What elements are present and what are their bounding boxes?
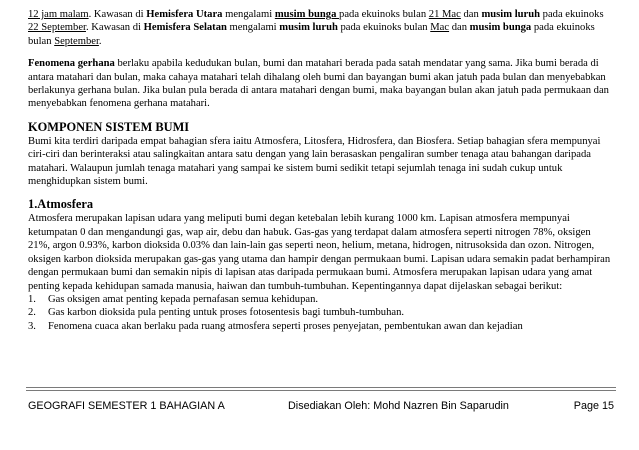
body-text: mengalami bbox=[226, 22, 280, 34]
list-number: 2. bbox=[28, 307, 36, 319]
body-text: pada ekuinoks bulan bbox=[28, 22, 595, 47]
list-number: 1. bbox=[28, 293, 36, 305]
subsection-heading: 1.Atmosfera bbox=[28, 197, 94, 212]
bold-term: musim bunga bbox=[274, 9, 340, 20]
body-text: . bbox=[98, 35, 102, 47]
bold-term: musim bunga bbox=[469, 22, 532, 34]
list-text: Gas karbon dioksida pula penting untuk proses fotosentesis bagi tumbuh-tumbuhan. bbox=[48, 307, 405, 319]
bold-term: Fenomena gerhana bbox=[28, 58, 115, 70]
spacer bbox=[28, 48, 614, 57]
bold-term: musim luruh bbox=[481, 9, 541, 20]
atmosfera-paragraph: Atmosfera merupakan lapisan udara yang meliputi bumi degan ketebalan lebih kurang 1000 km. Lapisan atmosfera mempunyai ketumpatan 0 dan mengandungi gas, wap air, debu dan habuk. Gas-gas yang terdapat dalam atmosfera seperti nitrogen 78%, oksigen 21%, argon 0.93%, karbon dioksida 0.03% dan lain-lain gas seperti neon, helium, metana, hidrogen, nitrusoksida dan ozon. Nitrogen, oksigen karbon dioksida merupakan gas-gas yang utama dan hampir dengan permukaan bumi. Lapisan udara semakin padat berhampiran dengan permukaan bumi dan semakin nipis di lapisan atas daripada permukaan bumi. Atmosfera merupakan lapisan udara yang amat penting kepada kehidupan samada manusia, haiwan dan tumbuh-tumbuhan. Kepentingannya dapat dijelaskan sebagai berikut: bbox=[28, 213, 611, 292]
list-text: Gas oksigen amat penting kepada pernafasan semua kehidupan. bbox=[48, 293, 319, 305]
importance-list bbox=[28, 293, 614, 333]
body-text: dan bbox=[449, 22, 470, 34]
footer-author: Disediakan Oleh: Mohd Nazren Bin Saparudin bbox=[288, 400, 509, 412]
section-heading: KOMPONEN SISTEM BUMI bbox=[28, 119, 190, 134]
body-text: pada ekuinoks bulan bbox=[337, 22, 431, 34]
date-text: 12 jam malam bbox=[28, 9, 89, 20]
date-text: September bbox=[54, 35, 99, 47]
list-text: Fenomena cuaca akan berlaku pada ruang atmosfera seperti proses penyejatan, pembentukan awan dan kejadian bbox=[48, 320, 523, 332]
list-item bbox=[28, 306, 614, 319]
eclipse-paragraph bbox=[28, 57, 614, 111]
spacer bbox=[28, 188, 614, 197]
bold-term: musim luruh bbox=[279, 22, 338, 34]
body-text: dan bbox=[460, 9, 482, 20]
spacer bbox=[28, 111, 614, 120]
body-text: . Kawasan di bbox=[85, 22, 144, 34]
body-text: berlaku apabila kedudukan bulan, bumi dan matahari berada pada satah mendatar yang sama. Jika bumi berada di antara matahari dan bulan, maka cahaya matahari telah dihalang oleh bumi dan bayangan bumi akan jatuh pada bulan dan menyebabkan berlakunya gerhana bulan. Jika bulan pula berada di antara matahari dengan bumi, maka bayangan bulan akan jatuh pada permukaan dan menyebabkan fenomena gerhana matahari. bbox=[28, 58, 609, 110]
page-number: Page 15 bbox=[573, 400, 614, 412]
bold-term: Hemisfera Selatan bbox=[143, 22, 227, 34]
page-content bbox=[28, 8, 614, 333]
body-text: . Kawasan di bbox=[88, 9, 147, 20]
body-text: mengalami bbox=[222, 9, 275, 20]
list-number: 3. bbox=[28, 320, 36, 332]
list-item bbox=[28, 293, 614, 306]
footer-course-title: GEOGRAFI SEMESTER 1 BAHAGIAN A bbox=[28, 400, 225, 412]
body-text: pada ekuinoks bulan bbox=[339, 9, 429, 20]
footer-rule-bottom bbox=[26, 390, 616, 391]
section-paragraph: Bumi kita terdiri daripada empat bahagian sfera iaitu Atmosfera, Litosfera, Hidrosfera, dan Biosfera. Setiap bahagian sfera mempunyai ciri-ciri dan berinteraksi atau salingkaitan antara satu dengan yang lain berasaskan pengaliran sumber tenaga atau bahangan daripada matahari. Walaupun jumlah tenaga matahari yang sampai ke sistem bumi sedikit tetapi sejumlah tenaga ini sudah cukup untuk menghidupkan sistem bumi. bbox=[28, 135, 601, 188]
footer-rule-top bbox=[26, 387, 616, 388]
date-text: Mac bbox=[430, 22, 450, 34]
date-text: 21 Mac bbox=[428, 9, 461, 20]
list-item bbox=[28, 320, 614, 333]
date-text: 22 September bbox=[28, 22, 86, 34]
bold-term: Hemisfera Utara bbox=[146, 9, 223, 20]
equinox-paragraph bbox=[28, 8, 614, 48]
body-text: pada ekuinoks bbox=[540, 9, 604, 20]
